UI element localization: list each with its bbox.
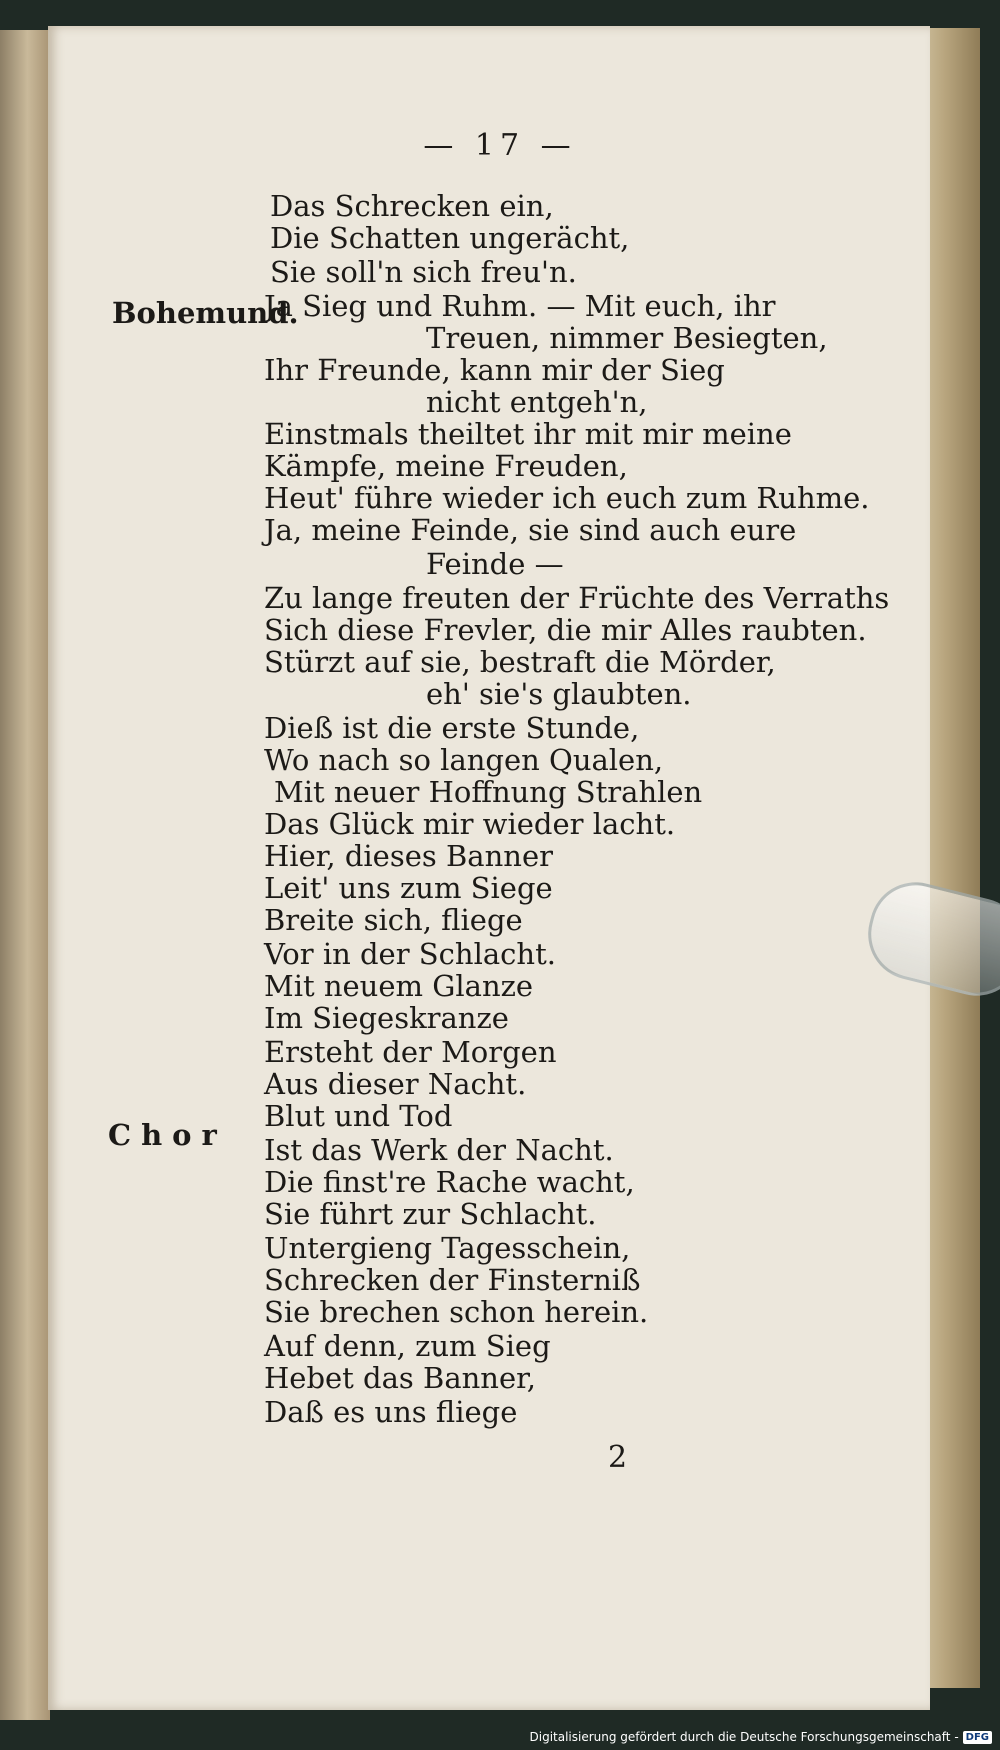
verse-line: Vor in der Schlacht. <box>264 937 556 971</box>
signature-mark: 2 <box>608 1440 628 1475</box>
verse-line: Sie soll'n sich freu'n. <box>270 255 577 289</box>
verse-line: Wo nach so langen Qualen, <box>264 743 664 777</box>
verse-line: Daß es uns fliege <box>264 1395 518 1429</box>
verse-line: Hebet das Banner, <box>264 1361 537 1395</box>
verse-line: Mit neuem Glanze <box>264 969 534 1003</box>
verse-line: Aus dieser Nacht. <box>264 1067 527 1101</box>
dfg-logo-icon[interactable]: DFG <box>963 1731 992 1744</box>
verse-line: Einstmals theiltet ihr mit mir meine <box>264 417 792 451</box>
page-number: — 17 — <box>423 128 577 163</box>
verse-line: Breite sich, fliege <box>264 903 523 937</box>
verse-line: Ja Sieg und Ruhm. — Mit euch, ihr <box>264 289 776 323</box>
verse-line: Die Schatten ungerächt, <box>270 221 630 255</box>
verse-line: Ist das Werk der Nacht. <box>264 1133 614 1167</box>
verse-line: Dieß ist die erste Stunde, <box>264 711 640 745</box>
verse-line: Kämpfe, meine Freuden, <box>264 449 628 483</box>
verse-line: Blut und Tod <box>264 1099 453 1133</box>
verse-line: eh' sie's glaubten. <box>426 677 692 711</box>
verse-line: Stürzt auf sie, bestraft die Mörder, <box>264 645 776 679</box>
speaker-chor: Chor <box>108 1118 227 1152</box>
verse-line: Sie führt zur Schlacht. <box>264 1197 597 1231</box>
verse-line: Sie brechen schon herein. <box>264 1295 649 1329</box>
verse-line: Ja, meine Feinde, sie sind auch eure <box>264 513 797 547</box>
verse-line: Feinde — <box>426 547 564 581</box>
verse-line: nicht entgeh'n, <box>426 385 648 419</box>
footer-text: Digitalisierung gefördert durch die Deutsche Forschungsgemeinschaft - <box>529 1730 959 1744</box>
verse-line: Die finst're Rache wacht, <box>264 1165 635 1199</box>
verse-line: Auf denn, zum Sieg <box>264 1329 551 1363</box>
verse-line: Treuen, nimmer Besiegten, <box>426 321 828 355</box>
verse-line: Schrecken der Finsterniß <box>264 1263 641 1297</box>
speaker-bohemund: Bohemund. <box>112 296 299 330</box>
verse-line: Das Glück mir wieder lacht. <box>264 807 676 841</box>
verse-line: Das Schrecken ein, <box>270 189 554 223</box>
verse-line: Leit' uns zum Siege <box>264 871 553 905</box>
verse-line: Ersteht der Morgen <box>264 1035 557 1069</box>
verse-line: Zu lange freuten der Früchte des Verraths <box>264 581 890 615</box>
verse-line: Im Siegeskranze <box>264 1001 509 1035</box>
left-page-edge <box>0 30 50 1720</box>
verse-line: Mit neuer Hoffnung Strahlen <box>274 775 703 809</box>
verse-line: Untergieng Tagesschein, <box>264 1231 631 1265</box>
digitization-footer <box>530 1730 993 1744</box>
verse-line: Hier, dieses Banner <box>264 839 553 873</box>
verse-line: Sich diese Frevler, die mir Alles raubten. <box>264 613 867 647</box>
verse-line: Ihr Freunde, kann mir der Sieg <box>264 353 725 387</box>
verse-line: Heut' führe wieder ich euch zum Ruhme. <box>264 481 870 515</box>
